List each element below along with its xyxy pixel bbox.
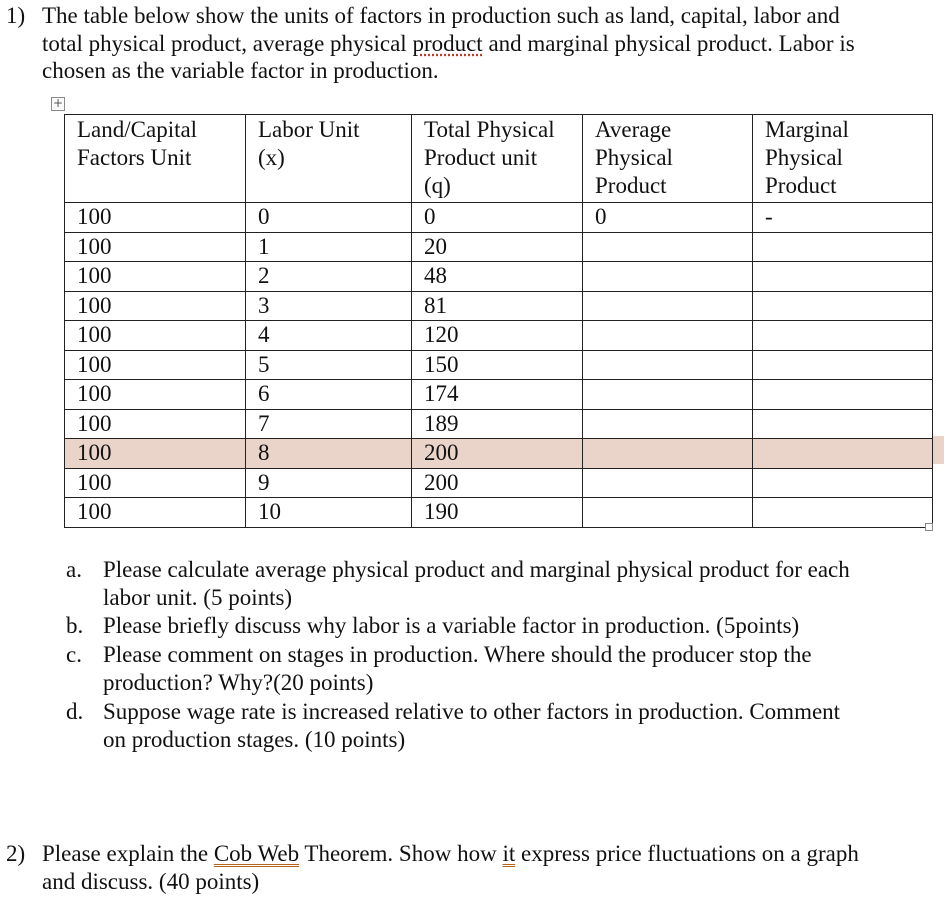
subquestion-label: c. (66, 642, 82, 667)
cell-labor[interactable]: 0 (246, 203, 412, 233)
text: total physical product, average physical (42, 31, 413, 56)
cell-mpp[interactable] (753, 350, 933, 380)
header-marginal-physical-product[interactable]: Marginal Physical Product (753, 115, 933, 203)
cell-land[interactable]: 100 (65, 439, 246, 469)
question-2-line-1 (42, 840, 859, 868)
cell-land[interactable]: 100 (65, 262, 246, 292)
text: on production stages. (10 points) (103, 727, 406, 752)
cell-app[interactable] (583, 409, 753, 439)
table-header-row (65, 115, 933, 203)
cell-tpp[interactable]: 150 (412, 350, 583, 380)
cell-mpp[interactable]: - (753, 203, 933, 233)
table-row (65, 380, 933, 410)
cell-labor[interactable]: 8 (246, 439, 412, 469)
text: production? Why?(20 points) (103, 670, 374, 695)
question-1-line-1: The table below show the units of factors in production such as land, capital, labor and (42, 3, 840, 28)
cell-land[interactable]: 100 (65, 321, 246, 351)
cell-land[interactable]: 100 (65, 409, 246, 439)
production-table (64, 114, 933, 528)
cell-land[interactable]: 100 (65, 291, 246, 321)
spellcheck-flag[interactable]: product (412, 31, 483, 56)
cell-mpp[interactable] (753, 262, 933, 292)
cell-mpp[interactable] (753, 321, 933, 351)
cell-mpp[interactable] (753, 498, 933, 528)
cell-land[interactable]: 100 (65, 232, 246, 262)
cell-app[interactable] (583, 350, 753, 380)
table-row (65, 321, 933, 351)
cell-labor[interactable]: 5 (246, 350, 412, 380)
header-labor-unit[interactable]: Labor Unit (x) (246, 115, 412, 203)
cell-tpp[interactable]: 200 (412, 468, 583, 498)
cell-app[interactable] (583, 380, 753, 410)
question-1-line-2 (42, 30, 855, 58)
grammar-flag[interactable]: it (502, 841, 516, 866)
question-2-line-2: and discuss. (40 points) (42, 869, 260, 894)
row-highlight-extension (932, 436, 944, 464)
cell-app[interactable] (583, 468, 753, 498)
cell-tpp[interactable]: 200 (412, 439, 583, 469)
cell-app[interactable] (583, 498, 753, 528)
cell-app[interactable] (583, 439, 753, 469)
question-1-number: 1) (6, 3, 26, 28)
table-row (65, 350, 933, 380)
cell-land[interactable]: 100 (65, 203, 246, 233)
question-1-line-3: chosen as the variable factor in production. (42, 58, 439, 83)
text: Suppose wage rate is increased relative to other factors in production. Comment (103, 699, 841, 724)
table-row (65, 468, 933, 498)
cell-tpp[interactable]: 0 (412, 203, 583, 233)
question-2-number: 2) (6, 841, 26, 866)
cell-labor[interactable]: 6 (246, 380, 412, 410)
header-average-physical-product[interactable]: Average Physical Product (583, 115, 753, 203)
cell-land[interactable]: 100 (65, 380, 246, 410)
cell-tpp[interactable]: 190 (412, 498, 583, 528)
cell-app[interactable]: 0 (583, 203, 753, 233)
text: labor unit. (5 points) (103, 585, 293, 610)
table-resize-handle[interactable] (925, 523, 933, 531)
cell-labor[interactable]: 3 (246, 291, 412, 321)
table-row (65, 291, 933, 321)
cell-mpp[interactable] (753, 291, 933, 321)
cell-land[interactable]: 100 (65, 468, 246, 498)
text: Theorem. Show how (299, 841, 503, 866)
cell-tpp[interactable]: 20 (412, 232, 583, 262)
text: Please calculate average physical product and marginal physical product for each (103, 557, 850, 582)
grammar-flag[interactable]: Cob Web (213, 841, 300, 866)
cell-labor[interactable]: 9 (246, 468, 412, 498)
header-land-capital[interactable]: Land/Capital Factors Unit (65, 115, 246, 203)
table-row (65, 203, 933, 233)
cell-mpp[interactable] (753, 409, 933, 439)
cell-tpp[interactable]: 189 (412, 409, 583, 439)
table-row (65, 498, 933, 528)
cell-mpp[interactable] (753, 439, 933, 469)
cell-app[interactable] (583, 232, 753, 262)
table-row (65, 232, 933, 262)
cell-labor[interactable]: 1 (246, 232, 412, 262)
cell-mpp[interactable] (753, 380, 933, 410)
table-row-highlighted (65, 439, 933, 469)
cell-tpp[interactable]: 81 (412, 291, 583, 321)
table-move-handle-icon[interactable]: + (52, 96, 64, 110)
cell-tpp[interactable]: 120 (412, 321, 583, 351)
text: express price fluctuations on a graph (515, 841, 859, 866)
text: Please comment on stages in production. Where should the producer stop the (103, 642, 812, 667)
table-row (65, 409, 933, 439)
cell-tpp[interactable]: 174 (412, 380, 583, 410)
cell-labor[interactable]: 2 (246, 262, 412, 292)
cell-app[interactable] (583, 262, 753, 292)
text: Please explain the (42, 841, 214, 866)
cell-labor[interactable]: 7 (246, 409, 412, 439)
text: Please briefly discuss why labor is a variable factor in production. (5points) (103, 613, 800, 638)
subquestion-label: d. (66, 699, 84, 724)
cell-mpp[interactable] (753, 232, 933, 262)
cell-land[interactable]: 100 (65, 498, 246, 528)
cell-app[interactable] (583, 321, 753, 351)
subquestion-label: b. (66, 613, 84, 638)
cell-app[interactable] (583, 291, 753, 321)
subquestion-label: a. (66, 557, 82, 582)
header-total-physical-product[interactable]: Total Physical Product unit (q) (412, 115, 583, 203)
text: and marginal physical product. Labor is (482, 31, 855, 56)
cell-tpp[interactable]: 48 (412, 262, 583, 292)
cell-mpp[interactable] (753, 468, 933, 498)
cell-labor[interactable]: 10 (246, 498, 412, 528)
cell-labor[interactable]: 4 (246, 321, 412, 351)
table-row (65, 262, 933, 292)
cell-land[interactable]: 100 (65, 350, 246, 380)
